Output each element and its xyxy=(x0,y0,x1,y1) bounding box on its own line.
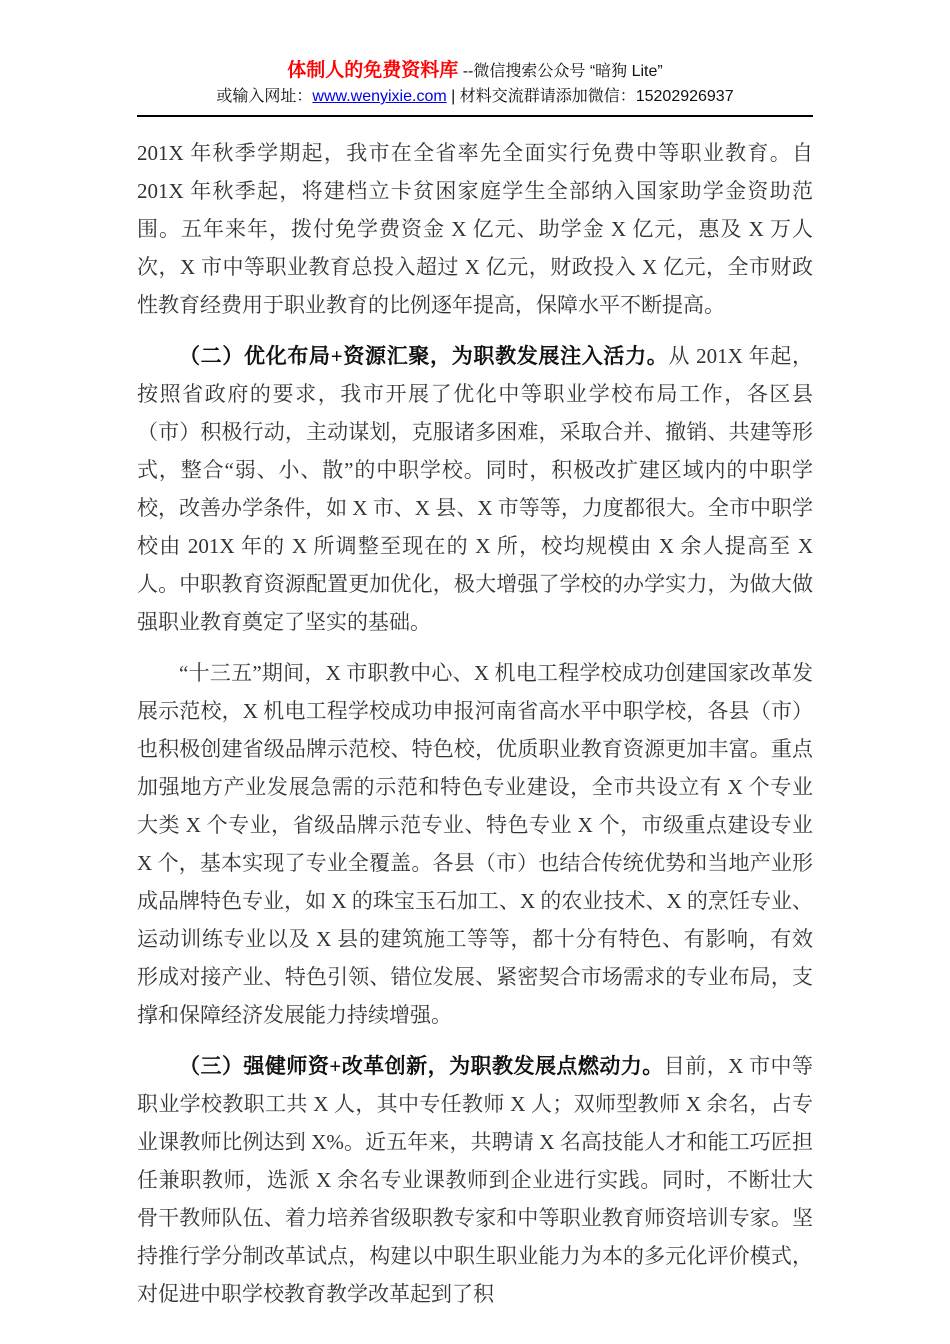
document-body xyxy=(137,134,813,1326)
contact-label: | 材料交流群请添加微信：15202926937 xyxy=(446,88,734,105)
paragraph-text: 从 201X 年起，按照省政府的要求，我市开展了优化中等职业学校布局工作，各区县（市）积极行动，主动谋划，克服诸多困难，采取合并、撤销、共建等形式，整合“弱、小、散”的中职学校。同时，积极改扩建区域内的中职学校，改善办学条件，如 X 市、X 县、X 市等等，力度都很大。全市中职学校由 201X 年的 X 所调整至现在的 X 所，校均规模由 X 余人提高至 X 人。中职教育资源配置更加优化，极大增强了学校的办学实力，为做大做强职业教育奠定了坚实的基础。 xyxy=(137,344,814,634)
brand-title: 体制人的免费资料库 xyxy=(287,60,459,81)
paragraph-text: 201X 年秋季学期起，我市在全省率先全面实行免费中等职业教育。自 201X 年秋季起，将建档立卡贫困家庭学生全部纳入国家助学金资助范围。五年来年，拨付免学费资金 X 亿元、助学金 X 亿元，惠及 X 万人次，X 市中等职业教育总投入超过 X 亿元，财政投入 X 亿元，全市财政性教育经费用于职业教育的比例逐年提高，保障水平不断提高。 xyxy=(137,141,813,317)
paragraph-lead: （二）优化布局+资源汇聚，为职教发展注入活力。 xyxy=(179,344,669,368)
paragraph-text: “十三五”期间，X 市职教中心、X 机电工程学校成功创建国家改革发展示范校，X 机电工程学校成功申报河南省高水平中职学校，各县（市）也积极创建省级品牌示范校、特色校，优质职业教育资源更加丰富。重点加强地方产业发展急需的示范和特色专业建设，全市共设立有 X 个专业大类 X 个专业，省级品牌示范专业、特色专业 X 个，市级重点建设专业 X 个，基本实现了专业全覆盖。各县（市）也结合传统优势和当地产业形成品牌特色专业，如 X 的珠宝玉石加工、X 的农业技术、X 的烹饪专业、运动训练专业以及 X 县的建筑施工等等，都十分有特色、有影响，有效形成对接产业、特色引领、错位发展、紧密契合市场需求的专业布局，支撑和保障经济发展能力持续增强。 xyxy=(137,661,813,1027)
paragraph-text: 目前，X 市中等职业学校教职工共 X 人，其中专任教师 X 人；双师型教师 X 余名，占专业课教师比例达到 X%。近五年来，共聘请 X 名高技能人才和能工巧匠担任兼职教师，选派 X 余名专业课教师到企业进行实践。同时，不断壮大骨干教师队伍、着力培养省级职教专家和中等职业教育师资培训专家。坚持推行学分制改革试点，构建以中职生职业能力为本的多元化评价模式，对促进中职学校教育教学改革起到了积 xyxy=(137,1054,813,1306)
page-header xyxy=(137,58,813,117)
url-prefix-label: 或输入网址： xyxy=(216,88,313,105)
paragraph xyxy=(137,337,813,641)
brand-subtitle: --微信搜索公众号 “暗狗 Lite” xyxy=(458,63,663,80)
paragraph xyxy=(137,1047,813,1313)
header-contact-line xyxy=(137,85,813,109)
paragraph xyxy=(137,134,813,324)
paragraph-lead: （三）强健师资+改革创新，为职教发展点燃动力。 xyxy=(179,1054,664,1078)
website-link[interactable]: www.wenyixie.com xyxy=(312,88,447,105)
paragraph xyxy=(137,654,813,1034)
header-brand-line xyxy=(137,58,813,85)
